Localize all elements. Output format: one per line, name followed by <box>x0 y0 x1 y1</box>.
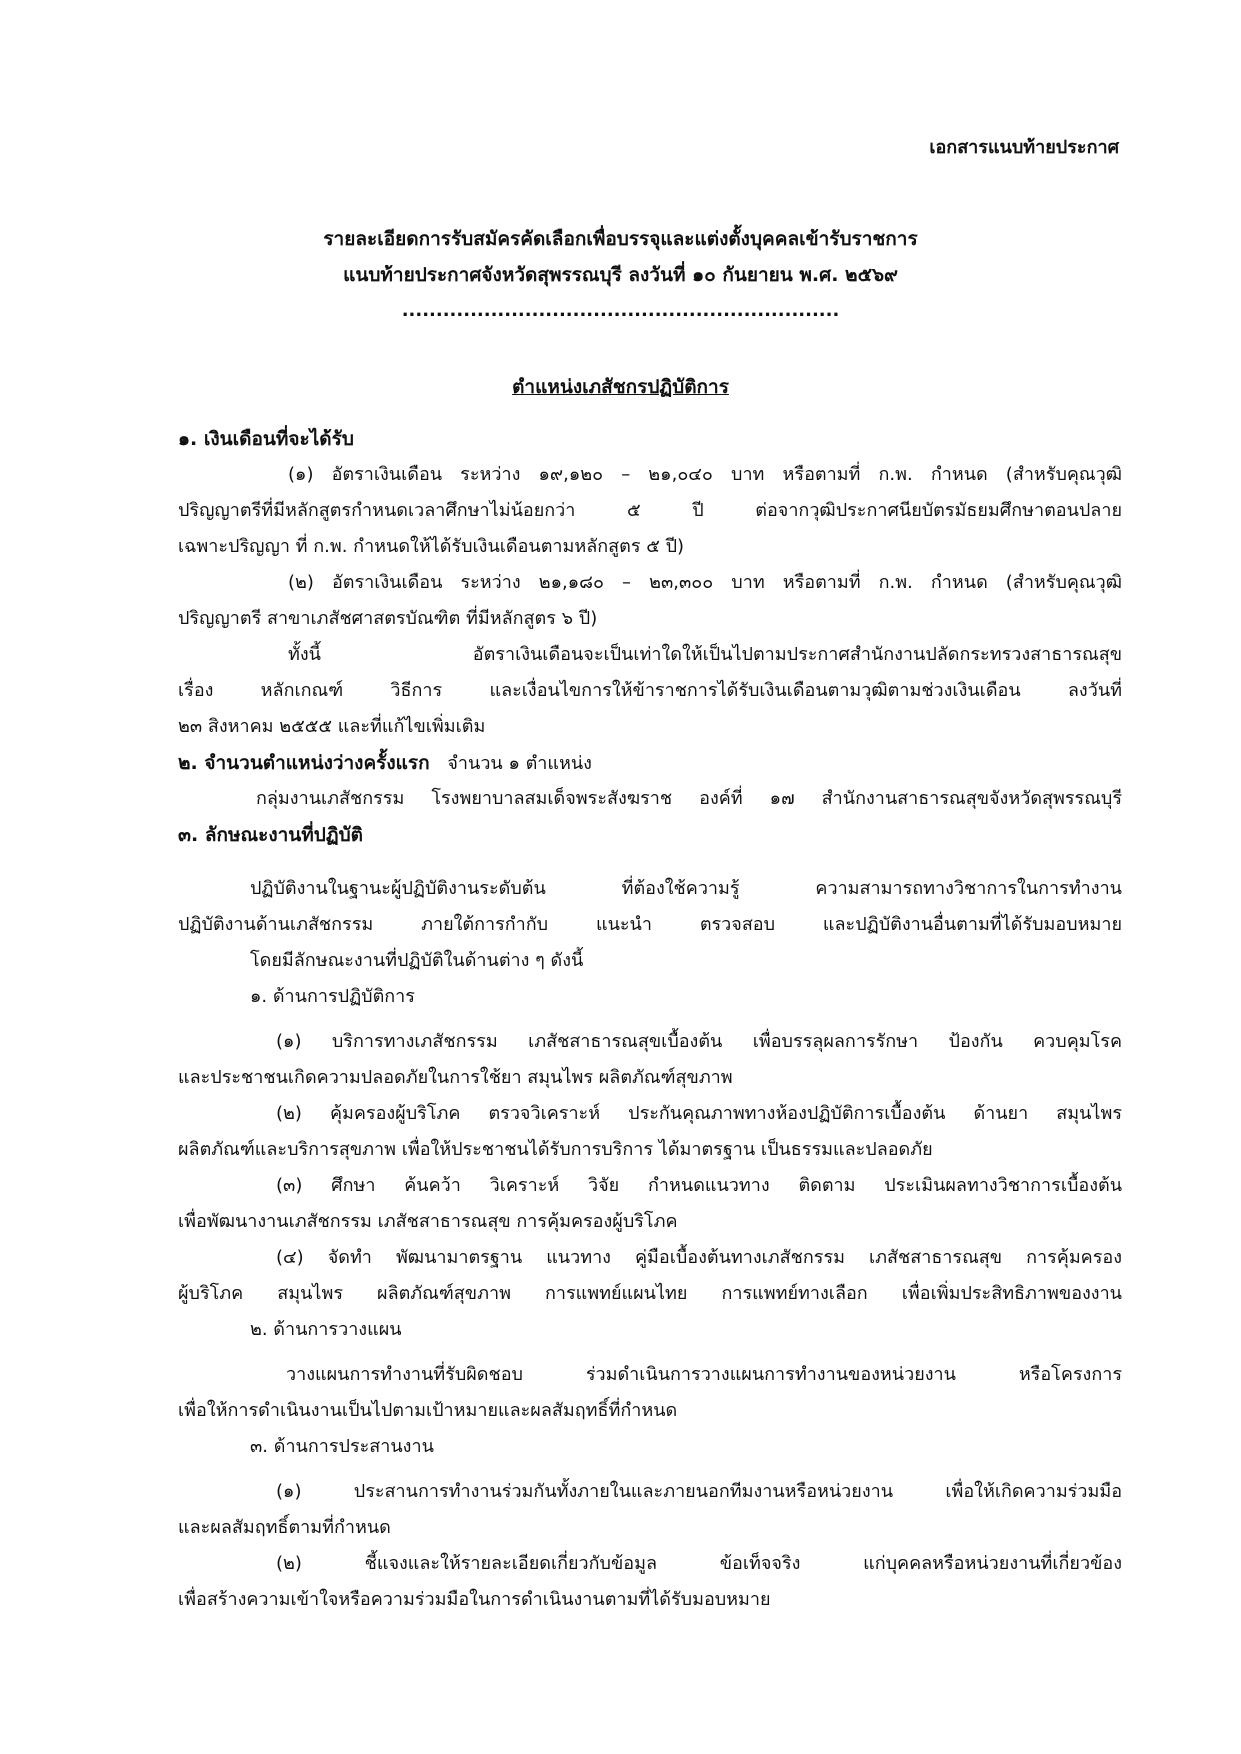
operations-item-3-line-1: (๓) ศึกษา ค้นคว้า วิเคราะห์ วิจัย กำหนดแนวทาง ติดตาม ประเมินผลทางวิชาการเบื้องต้น <box>276 1175 1122 1196</box>
operations-item-1-line-1: (๑) บริการทางเภสัชกรรม เภสัชสาธารณสุขเบื้องต้น เพื่อบรรลุผลการรักษา ป้องกัน ควบคุมโรค <box>276 1031 1122 1052</box>
planning-heading: ๒. ด้านการวางแผน <box>250 1319 402 1340</box>
salary-rate-1-line-3: เฉพาะปริญญา ที่ ก.พ. กำหนดให้ได้รับเงินเดือนตามหลักสูตร ๕ ปี) <box>178 536 685 557</box>
operations-heading: ๑. ด้านการปฏิบัติการ <box>250 986 415 1007</box>
salary-rate-2-line-1: (๒) อัตราเงินเดือน ระหว่าง ๒๑,๑๘๐ – ๒๓,๓๐๐ บาท หรือตามที่ ก.พ. กำหนด (สำหรับคุณวุฒิ <box>288 572 1122 593</box>
document-title-line-1: รายละเอียดการรับสมัครคัดเลือกเพื่อบรรจุและแต่งตั้งบุคคลเข้ารับราชการ <box>323 228 918 250</box>
salary-note-line-1: ทั้งนี้ อัตราเงินเดือนจะเป็นเท่าใดให้เป็นไปตามประกาศสำนักงานปลัดกระทรวงสาธารณสุข <box>288 644 1122 665</box>
section-2-heading: ๒. จำนวนตำแหน่งว่างครั้งแรก <box>178 752 430 774</box>
position-title: ตำแหน่งเภสัชกรปฏิบัติการ <box>512 376 729 398</box>
planning-line-2: เพื่อให้การดำเนินงานเป็นไปตามเป้าหมายและผลสัมฤทธิ์ที่กำหนด <box>178 1400 678 1421</box>
operations-item-3-line-2: เพื่อพัฒนางานเภสัชกรรม เภสัชสาธารณสุข การคุ้มครองผู้บริโภค <box>178 1211 678 1232</box>
section-2-row <box>178 751 592 776</box>
vacancy-count: จำนวน ๑ ตำแหน่ง <box>447 753 592 774</box>
operations-item-2-line-2: ผลิตภัณฑ์และบริการสุขภาพ เพื่อให้ประชาชนได้รับการบริการ ได้มาตรฐาน เป็นธรรมและปลอดภัย <box>178 1139 933 1160</box>
salary-note-line-3: ๒๓ สิงหาคม ๒๕๕๕ และที่แก้ไขเพิ่มเติม <box>178 716 486 737</box>
job-intro-line-2: ปฏิบัติงานด้านเภสัชกรรม ภายใต้การกำกับ แนะนำ ตรวจสอบ และปฏิบัติงานอื่นตามที่ได้รับมอบหมาย <box>178 914 1122 935</box>
work-unit-line: กลุ่มงานเภสัชกรรม โรงพยาบาลสมเด็จพระสังฆราช องค์ที่ ๑๗ สำนักงานสาธารณสุขจังหวัดสุพรรณบุรี <box>256 788 1122 809</box>
operations-item-4-line-1: (๔) จัดทำ พัฒนามาตรฐาน แนวทาง คู่มือเบื้องต้นทางเภสัชกรรม เภสัชสาธารณสุข การคุ้มครอง <box>276 1247 1122 1268</box>
section-1-heading: ๑. เงินเดือนที่จะได้รับ <box>178 428 354 450</box>
salary-rate-2-line-2: ปริญญาตรี สาขาเภสัชศาสตรบัณฑิต ที่มีหลักสูตร ๖ ปี) <box>178 608 598 629</box>
coordination-item-1-line-1: (๑) ประสานการทำงานร่วมกันทั้งภายในและภายนอกทีมงานหรือหน่วยงาน เพื่อให้เกิดความร่วมมือ <box>276 1481 1122 1502</box>
job-intro-line-1: ปฏิบัติงานในฐานะผู้ปฏิบัติงานระดับต้น ที่ต้องใช้ความรู้ ความสามารถทางวิชาการในการทำงาน <box>250 878 1122 899</box>
attachment-label: เอกสารแนบท้ายประกาศ <box>929 137 1119 158</box>
operations-item-4-line-2: ผู้บริโภค สมุนไพร ผลิตภัณฑ์สุขภาพ การแพทย์แผนไทย การแพทย์ทางเลือก เพื่อเพิ่มประสิทธิภาพของงาน <box>178 1283 1122 1304</box>
title-separator: ................................................................ <box>401 300 840 321</box>
salary-note-line-2: เรื่อง หลักเกณฑ์ วิธีการ และเงื่อนไขการให้ข้าราชการได้รับเงินเดือนตามวุฒิตามช่วงเงินเดือน ลงวันที่ <box>178 680 1122 701</box>
coordination-item-2-line-1: (๒) ชี้แจงและให้รายละเอียดเกี่ยวกับข้อมูล ข้อเท็จจริง แก่บุคคลหรือหน่วยงานที่เกี่ยวข้อง <box>276 1553 1122 1574</box>
operations-item-2-line-1: (๒) คุ้มครองผู้บริโภค ตรวจวิเคราะห์ ประกันคุณภาพทางห้องปฏิบัติการเบื้องต้น ด้านยา สมุนไพร <box>276 1103 1122 1124</box>
salary-rate-1-line-2: ปริญญาตรีที่มีหลักสูตรกำหนดเวลาศึกษาไม่น้อยกว่า ๕ ปี ต่อจากวุฒิประกาศนียบัตรมัธยมศึกษาตอนปลาย <box>178 500 1122 521</box>
job-intro-line-3: โดยมีลักษณะงานที่ปฏิบัติในด้านต่าง ๆ ดังนี้ <box>250 950 584 971</box>
section-3-heading: ๓. ลักษณะงานที่ปฏิบัติ <box>178 824 363 846</box>
coordination-item-2-line-2: เพื่อสร้างความเข้าใจหรือความร่วมมือในการดำเนินงานตามที่ได้รับมอบหมาย <box>178 1589 771 1610</box>
coordination-item-1-line-2: และผลสัมฤทธิ์ตามที่กำหนด <box>178 1517 391 1538</box>
salary-rate-1-line-1: (๑) อัตราเงินเดือน ระหว่าง ๑๙,๑๒๐ – ๒๑,๐๔๐ บาท หรือตามที่ ก.พ. กำหนด (สำหรับคุณวุฒิ <box>288 464 1122 485</box>
coordination-heading: ๓. ด้านการประสานงาน <box>250 1436 434 1457</box>
planning-line-1: วางแผนการทำงานที่รับผิดชอบ ร่วมดำเนินการวางแผนการทำงานของหน่วยงาน หรือโครงการ <box>286 1364 1122 1385</box>
document-title-line-2: แนบท้ายประกาศจังหวัดสุพรรณบุรี ลงวันที่ ๑๐ กันยายน พ.ศ. ๒๕๖๙ <box>343 264 898 286</box>
operations-item-1-line-2: และประชาชนเกิดความปลอดภัยในการใช้ยา สมุนไพร ผลิตภัณฑ์สุขภาพ <box>178 1067 733 1088</box>
